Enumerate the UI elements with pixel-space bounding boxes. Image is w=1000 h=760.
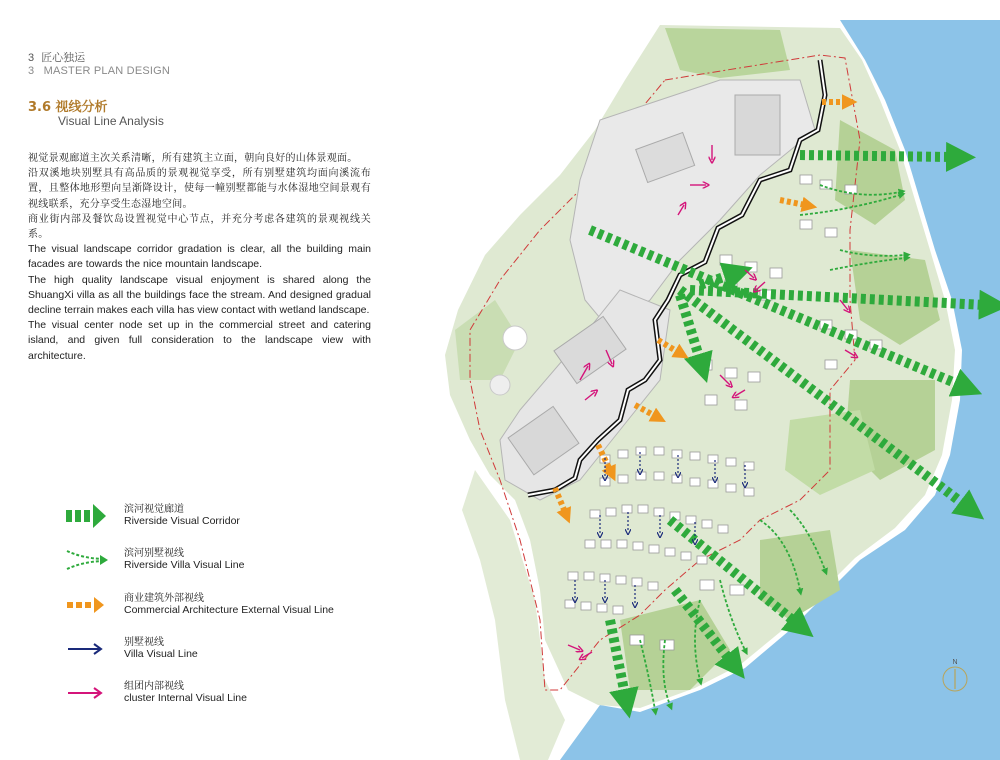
legend-item-riverside-corridor <box>64 500 394 534</box>
legend-label-en: Villa Visual Line <box>124 648 198 660</box>
compass-label: N <box>952 659 958 666</box>
legend-item-commercial-external <box>64 589 394 623</box>
description-en-1: The visual landscape corridor gradation is clear, all the building main facades are towards the nice mountain landscape. <box>28 243 371 271</box>
legend-item-cluster-internal <box>64 677 394 711</box>
legend-label-en: Commercial Architecture External Visual Line <box>124 604 334 616</box>
legend-label-cn: 商业建筑外部视线 <box>124 593 204 604</box>
section-title-cn: 匠心独运 <box>41 52 86 64</box>
legend-label-en: Riverside Visual Corridor <box>124 515 240 527</box>
magenta-arrow-icon <box>64 679 110 707</box>
description-block <box>28 151 371 364</box>
orange-dashed-arrow-icon <box>64 591 110 619</box>
description-en-2: The high quality landscape visual enjoyment is shared along the ShuangXi villa as all the buildings face the stream. And designed gradual decline terrain makes each villa has view contact with wetland landscape. <box>28 273 371 317</box>
section-title-en: MASTER PLAN DESIGN <box>43 65 171 77</box>
subsection-title-cn: 3.6 视线分析 <box>28 100 108 115</box>
legend-label-cn: 滨河视觉廊道 <box>124 504 184 515</box>
section-number-cn: 3 <box>28 52 35 64</box>
navy-arrow-icon <box>64 635 110 663</box>
description-en-3: The visual center node set up in the commercial street and catering island, and given full consideration to the landscape view with architecture. <box>28 319 371 362</box>
green-dotted-fork-arrow-icon <box>64 546 110 574</box>
description-cn-2: 沿双溪地块别墅具有高品质的景观视觉享受，所有别墅建筑均面向溪流布置，且整体地形塑向呈渐降设计，使每一幢别墅都能与水体湿地空间景观有视线联系，充分享受生态湿地空间。 <box>28 168 371 210</box>
section-heading-en <box>28 65 170 77</box>
master-plan-map <box>414 0 1000 760</box>
legend-label-cn: 组团内部视线 <box>124 681 184 692</box>
legend-label-cn: 滨河别墅视线 <box>124 548 184 559</box>
green-bold-arrow-icon <box>64 502 110 530</box>
description-cn-3: 商业街内部及餐饮岛设置视觉中心节点，并充分考虑各建筑的景观视线关系。 <box>28 213 371 241</box>
legend-item-villa-line <box>64 633 394 667</box>
subsection-title-en: Visual Line Analysis <box>58 114 164 128</box>
section-heading-cn <box>28 49 85 65</box>
legend-item-riverside-villa <box>64 544 394 578</box>
description-cn-1: 视觉景观廊道主次关系清晰，所有建筑主立面，朝向良好的山体景观面。 <box>28 153 358 164</box>
text-panel <box>0 0 410 760</box>
section-number-en: 3 <box>28 65 35 77</box>
corridor-arrow <box>800 155 952 157</box>
north-compass-icon <box>940 655 970 695</box>
legend-label-cn: 别墅视线 <box>124 637 164 648</box>
legend-label-en: Riverside Villa Visual Line <box>124 559 245 571</box>
legend-label-en: cluster Internal Visual Line <box>124 692 247 704</box>
